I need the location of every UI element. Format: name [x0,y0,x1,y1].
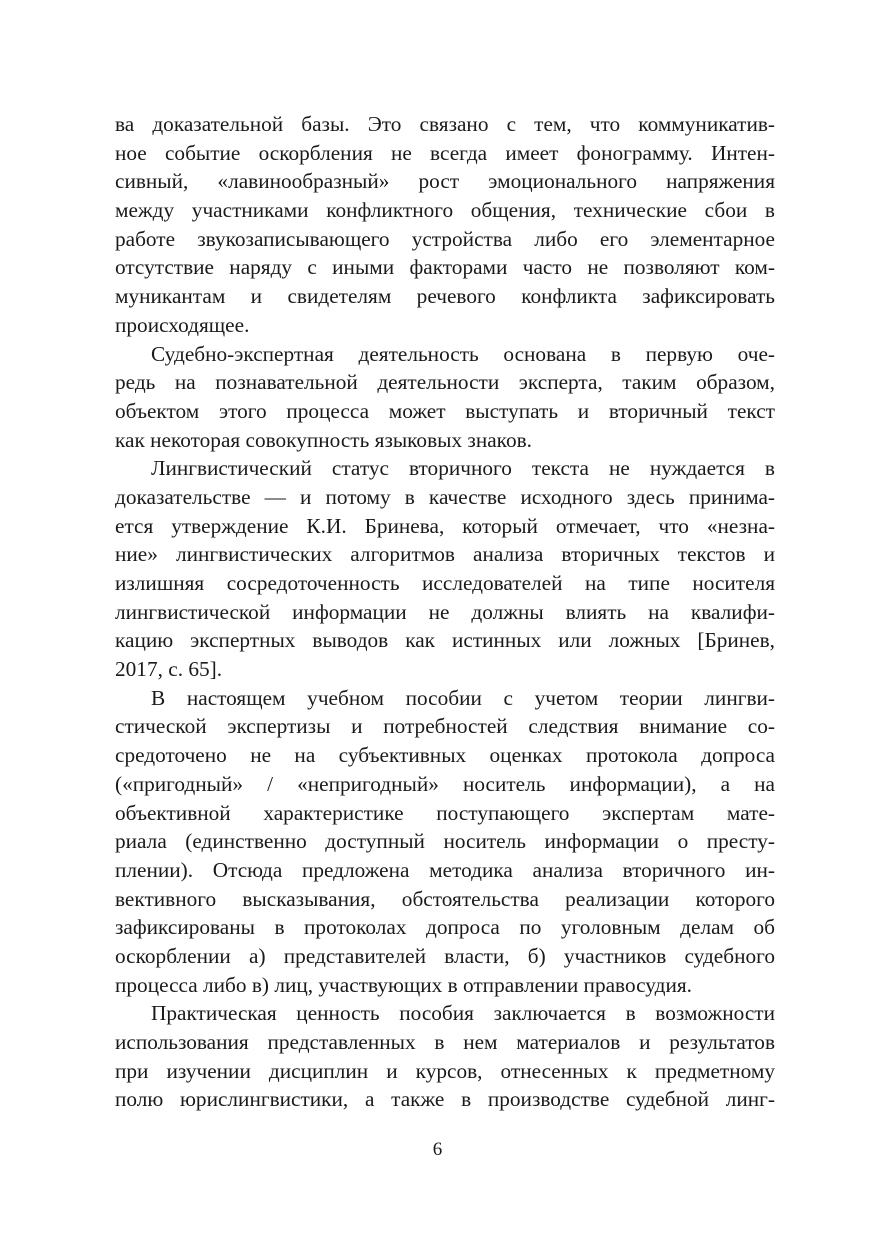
text-line: плении). Отсюда предложена методика анализа вторичного ин- [115,857,775,882]
text-line: кацию экспертных выводов как истинных или ложных [Бринев, [115,628,775,653]
paragraph [115,999,775,1114]
text-line: ное событие оскорбления не всегда имеет фонограмму. Интен- [115,140,775,165]
text-line: работе звукозаписывающего устройства либо его элементарное [115,226,775,251]
text-line: лингвистической информации не должны влиять на квалифи- [115,599,775,624]
paragraph [115,454,775,684]
text-line: полю юрислингвистики, а также в производстве судебной линг- [115,1087,775,1112]
text-line: объектом этого процесса может выступать и вторичный текст [115,398,775,423]
text-line: муникантам и свидетелям речевого конфликта зафиксировать [115,284,775,309]
paragraph [115,684,775,1000]
text-line: вективного высказывания, обстоятельства реализации которого [115,886,775,911]
text-line: ние» лингвистических алгоритмов анализа вторичных текстов и [115,542,775,567]
text-line: объективной характеристике поступающего экспертам мате- [115,800,775,825]
text-line: излишняя сосредоточенность исследователей на типе носителя [115,571,775,595]
text-line: В настоящем учебном пособии с учетом теории лингви- [151,685,775,710]
text-line: ется утверждение К.И. Бринева, который отмечает, что «незна- [115,513,775,538]
text-line: Лингвистический статус вторичного текста не нуждается в [151,456,775,481]
text-line: использования представленных в нем материалов и результатов [115,1030,775,1054]
text-line: риала (единственно доступный носитель информации о престу- [115,829,775,854]
paragraph [115,110,775,340]
body-text [115,110,775,1114]
text-line: редь на познавательной деятельности эксперта, таким образом, [115,370,775,395]
text-line: средоточено не на субъективных оценках протокола допроса [115,743,775,768]
text-line: («пригодный» / «непригодный» носитель информации), а на [115,771,775,796]
text-line: стической экспертизы и потребностей следствия внимание со- [115,714,775,739]
text-line: между участниками конфликтного общения, технические сбои в [115,198,775,223]
text-line: отсутствие наряду с иными факторами часто не позволяют ком- [115,255,775,280]
text-line: происходящее. [115,312,250,337]
text-line: ва доказательной базы. Это связано с тем, что коммуникатив- [115,112,775,136]
text-line: доказательстве — и потому в качестве исходного здесь принима- [115,484,775,509]
text-line: как некоторая совокупность языковых знаков. [115,427,532,452]
text-line: 2017, с. 65]. [115,657,223,682]
text-line: при изучении дисциплин и курсов, отнесенных к предметному [115,1058,775,1083]
text-line: Практическая ценность пособия заключается в возможности [151,1001,775,1026]
text-line: сивный, «лавинообразный» рост эмоционального напряжения [115,169,775,194]
text-line: процесса либо в) лиц, участвующих в отправлении правосудия. [115,972,692,997]
page-number: 6 [432,1139,443,1160]
text-line: оскорблении а) представителей власти, б) участников судебного [115,943,775,968]
paragraph [115,340,775,455]
text-line: зафиксированы в протоколах допроса по уголовным делам об [115,915,775,940]
text-line: Судебно-экспертная деятельность основана в первую оче- [151,341,775,366]
